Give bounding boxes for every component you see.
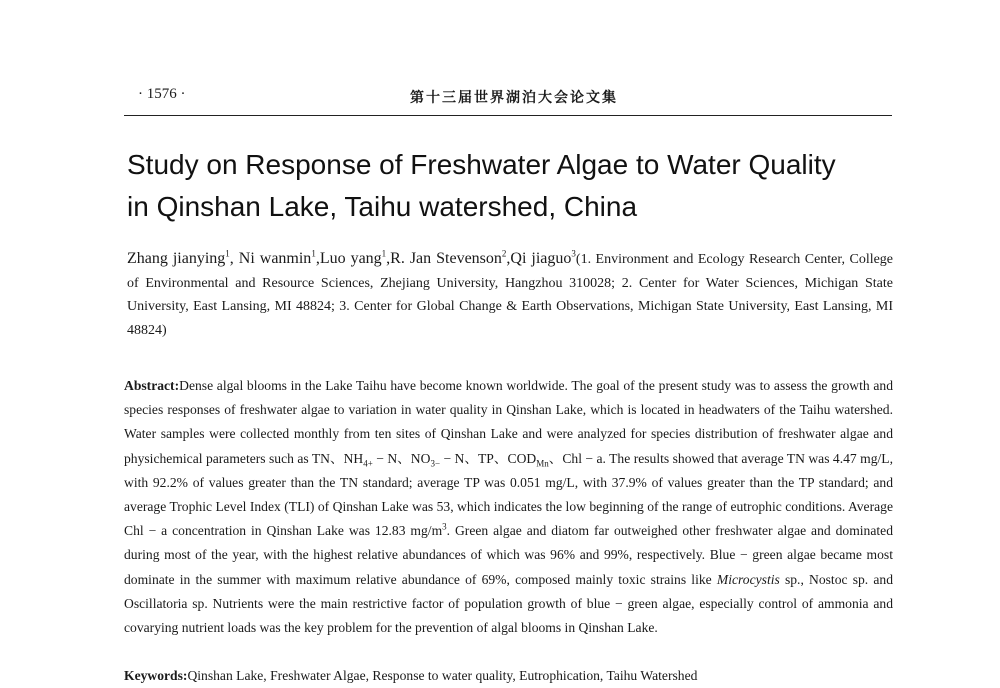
superscript: 3 (442, 521, 447, 532)
author-separator: ,Luo yang (315, 250, 382, 267)
title-line-2: in Qinshan Lake, Taihu watershed, China (127, 191, 638, 222)
abstract (124, 374, 893, 640)
abstract-text: 、Chl − a. The results showed that average TN was 4.47 mg/L, with 92.2% of values greater than the TN standard; average TP was 0.051 mg/L, with 37.9% of values greater than the TP standard; and average Trophic Level Index (TLI) of Qinshan Lake was 53, which indicates the low beginning of the range of eutrophic conditions. Average Chl − a concentration in Qinshan Lake was 12.83 mg/m (124, 450, 893, 539)
abstract-label: Abstract: (124, 378, 180, 393)
abstract-text: − N、TP、COD (440, 450, 537, 466)
author-separator: ,Qi jiaguo (506, 250, 572, 267)
author-separator: , (229, 250, 239, 267)
keywords-label: Keywords: (124, 668, 188, 683)
title-line-1: Study on Response of Freshwater Algae to Water Quality (127, 149, 836, 180)
affiliation-marker: 1 (381, 248, 387, 259)
abstract-text: Dense algal blooms in the Lake Taihu have become known worldwide. The goal of the present study was to assess the growth and species responses of freshwater algae to variation in water quality in Qinshan Lake, which is located in headwaters of the Taihu watershed. Water samples were collected monthly from ten sites of Qinshan Lake and were analyzed for species distribution of freshwater algae and physichemical parameters such as TN、NH (124, 378, 893, 466)
affiliation-marker: 1 (311, 248, 316, 259)
keywords (124, 664, 893, 688)
abstract-text: − N、NO (372, 450, 431, 466)
affiliation-marker: 3 (571, 248, 576, 259)
abstract-text: sp., Nostoc sp. and Oscillatoria sp. Nutrients were the main restrictive factor of population growth of blue − green algae, especially control of ammonia and covarying nutrient loads was the key problem for the prevention of algal blooms in Qinshan Lake. (124, 571, 893, 636)
running-header: 第十三届世界湖泊大会论文集 (410, 90, 618, 106)
abstract-text: . Green algae and diatom far outweighed other freshwater algae and dominated during most of the year, with the highest relative abundances of which was 96% and 99%, respectively. Blue − green algae became most dominate in the summer with maximum relative abundance of 69%, composed mainly toxic strains like (124, 523, 893, 587)
header-divider (124, 115, 892, 116)
subscript: 3− (430, 458, 441, 469)
page-number: · 1576 · (138, 86, 186, 102)
author-separator: ,R. Jan Stevenson (386, 250, 502, 267)
affiliation-marker: 2 (501, 248, 507, 259)
author-block (127, 247, 893, 342)
species-name: Microcystis (716, 571, 780, 587)
keywords-text: Qinshan Lake, Freshwater Algae, Response to water quality, Eutrophication, Taihu Watershed (187, 668, 698, 683)
paper-title (127, 144, 907, 228)
subscript: Mn (536, 458, 549, 469)
author-name: Ni wanmin (238, 250, 312, 267)
affiliation-marker: 1 (225, 248, 230, 259)
author-names (127, 250, 576, 267)
affiliations: (1. Environment and Ecology Research Center, College of Environmental and Resource Sciences, Zhejiang University, Hangzhou 310028; 2. Center for Water Sciences, Michigan State University, East Lansing, MI 48824; 3. Center for Global Change & Earth Observations, Michigan State University, East Lansing, MI 48824) (127, 252, 894, 338)
subscript: 4+ (363, 458, 373, 469)
author-name: Zhang jianying (127, 250, 226, 267)
